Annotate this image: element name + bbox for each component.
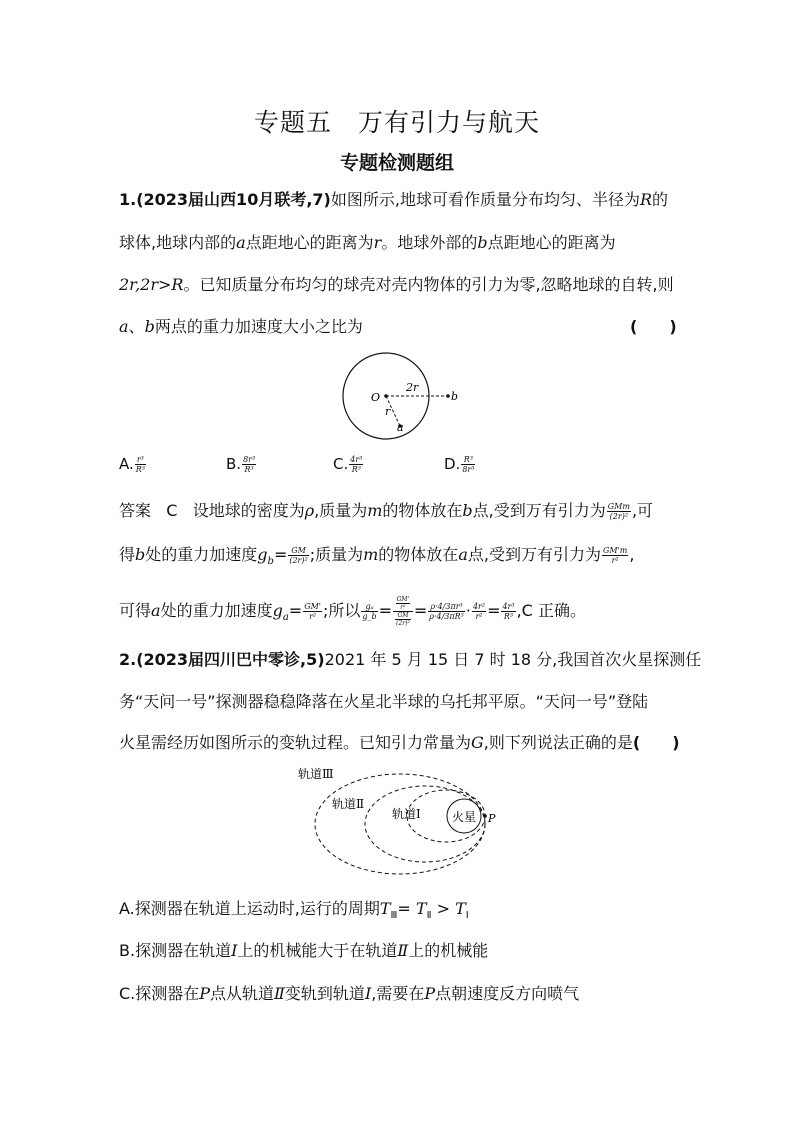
sol-g-sub: a xyxy=(282,612,289,624)
fraction-numerator: 4r³ xyxy=(350,455,363,464)
sol-text: 的物体放在 xyxy=(378,545,459,564)
sol-b: b xyxy=(135,545,146,564)
sol-eq: = xyxy=(273,545,288,564)
fraction-denominator: (2r)² xyxy=(396,620,410,627)
label-r: r xyxy=(385,405,391,418)
q2-option-c[interactable] xyxy=(119,984,579,1004)
q1-stem-1b: 的 xyxy=(652,190,669,209)
q1-stem-4b: 、 xyxy=(128,317,145,336)
q1-stem-4c: b xyxy=(144,317,155,336)
option-text: 变轨到轨道 xyxy=(284,984,365,1003)
fraction-numerator: GM xyxy=(395,612,411,620)
sol-b: b xyxy=(462,501,473,520)
q1-stem-3a: 2r,2r>R xyxy=(119,275,184,294)
sol-g-sub: b xyxy=(267,556,274,568)
section-subtitle: 专题检测题组 xyxy=(339,152,454,174)
fraction-denominator: r² xyxy=(400,604,406,611)
q2-orbit-figure xyxy=(290,762,510,882)
label-b: b xyxy=(451,390,459,403)
option-text: 点从轨道 xyxy=(210,984,275,1003)
q2-stem-3b: ,则下列说法正确的是 xyxy=(483,733,633,752)
q1-stem-2a: 球体,地球内部的 xyxy=(119,233,237,252)
period-sub: Ⅲ xyxy=(390,910,398,922)
point-P: P xyxy=(424,984,436,1003)
q1-stem-2d: 点距地心的距离为 xyxy=(487,233,616,252)
q1-line-4 xyxy=(119,317,363,337)
ratio-fraction xyxy=(361,602,377,621)
fraction-numerator: R³ xyxy=(461,455,475,465)
page-title: 专题五 万有引力与航天 xyxy=(253,108,540,137)
q1-stem-2b: 点距地心的距离为 xyxy=(245,233,374,252)
option-label: A. xyxy=(119,455,134,473)
q1-solution-line-3 xyxy=(119,596,586,628)
q1-line-1 xyxy=(119,190,668,210)
q2-line-2: 务“天问一号”探测器稳稳降落在火星北半球的乌托邦平原。“天问一号”登陆 xyxy=(119,692,649,711)
sol-text: 的物体放在 xyxy=(382,501,463,520)
fraction-denominator: (2r)² xyxy=(289,556,308,565)
fraction-denominator: r² xyxy=(611,556,619,565)
label-mars: 火星 xyxy=(452,810,477,824)
q1-stem-4d: 两点的重力加速度大小之比为 xyxy=(154,317,363,336)
sol-text: ,可 xyxy=(631,501,654,520)
q1-stem-1: 如图所示,地球可看作质量分布均匀、半径为 xyxy=(330,190,640,209)
option-eq: = xyxy=(397,899,416,918)
sol-text: , xyxy=(629,545,635,564)
fraction-numerator: ρ·4/3πr³ xyxy=(428,602,465,612)
option-text: B.探测器在轨道 xyxy=(119,941,232,960)
answer-value: C xyxy=(166,501,178,520)
orbit-num: Ⅱ xyxy=(274,984,285,1003)
q1-r: r xyxy=(373,233,382,252)
option-text: 点朝速度反方向喷气 xyxy=(435,984,580,1003)
sol-g: g xyxy=(257,545,268,564)
q1-stem-4a: a xyxy=(119,317,129,336)
fraction-denominator: ρ·4/3πR³ xyxy=(429,612,464,621)
label-orbit-2: 轨道Ⅱ xyxy=(332,797,365,811)
sol-g: g xyxy=(272,601,283,620)
q1-option-b[interactable] xyxy=(226,455,257,474)
q1-answer-paren: ( ) xyxy=(630,317,677,336)
q2-answer-paren: ( ) xyxy=(632,733,680,752)
fraction-numerator: GMm xyxy=(607,502,630,511)
q1-stem-2c: 。地球外部的 xyxy=(381,233,478,252)
sol-eq: = xyxy=(378,601,393,620)
option-text: 上的机械能 xyxy=(408,941,489,960)
fraction-numerator: gₐ xyxy=(361,602,377,612)
fraction-numerator: 4r² xyxy=(472,602,486,611)
period-T: T xyxy=(415,899,427,918)
fraction-denominator xyxy=(393,612,413,627)
option-fraction xyxy=(349,455,363,474)
sol-eq: = xyxy=(487,601,501,620)
density-fraction xyxy=(428,602,465,621)
accel-fraction-b xyxy=(288,546,308,565)
q2-stem-3a: 火星需经历如图所示的变轨过程。已知引力常量为 xyxy=(119,733,472,752)
fraction-denominator: R³ xyxy=(244,465,254,474)
option-label: C. xyxy=(333,455,349,473)
sol-text: 处的重力加速度 xyxy=(145,545,258,564)
square-fraction xyxy=(472,602,486,621)
q1-earth-figure xyxy=(330,345,470,445)
point-P: P xyxy=(199,984,211,1003)
option-text: ,需要在 xyxy=(371,984,425,1003)
sol-a: a xyxy=(151,601,161,620)
q2-option-b[interactable] xyxy=(119,941,488,961)
q2-line-3 xyxy=(119,733,680,753)
fraction-numerator: r³ xyxy=(135,455,146,465)
option-label: B. xyxy=(226,455,242,473)
q1-stem-3b: 。已知质量分布均匀的球壳对壳内物体的引力为零,忽略地球的自转,则 xyxy=(183,275,674,294)
label-orbit-1: 轨道Ⅰ xyxy=(392,807,421,821)
sol-text: 点,受到万有引力为 xyxy=(467,545,601,564)
q1-a: a xyxy=(236,233,246,252)
option-text: 上的机械能大于在轨道 xyxy=(237,941,398,960)
option-fraction xyxy=(242,455,256,474)
period-T: T xyxy=(455,899,466,918)
force-fraction-2 xyxy=(602,546,628,565)
q1-solution-line-1 xyxy=(119,501,653,521)
sol-m: m xyxy=(367,501,383,520)
q2-line-1 xyxy=(119,650,701,670)
option-fraction xyxy=(135,455,146,474)
sol-a: a xyxy=(458,545,468,564)
orbit-num: Ⅱ xyxy=(397,941,409,960)
period-sub: Ⅰ xyxy=(465,910,469,922)
q1-line-2 xyxy=(119,233,616,253)
force-fraction-1 xyxy=(607,502,631,521)
sol-text: 点,受到万有引力为 xyxy=(472,501,606,520)
fraction-numerator: GM'm xyxy=(602,546,628,555)
q2-option-a[interactable] xyxy=(119,899,469,926)
sol-text: ,质量为 xyxy=(314,501,368,520)
fraction-denominator: (2r)² xyxy=(609,512,629,521)
period-T: T xyxy=(379,899,391,918)
answer-label: 答案 xyxy=(119,501,152,520)
q2-G: G xyxy=(471,733,484,752)
q1-R: R xyxy=(639,190,652,209)
fraction-denominator: r² xyxy=(475,612,483,621)
fraction-numerator: GM' xyxy=(396,596,410,603)
sol-eq: = xyxy=(413,601,428,620)
sol-text: 得 xyxy=(119,545,136,564)
orbit-num: Ⅰ xyxy=(364,984,372,1003)
sol-text: ;所以 xyxy=(322,601,361,620)
fraction-numerator: GM' xyxy=(304,602,321,611)
sol-text: ;质量为 xyxy=(309,545,364,564)
option-label: D. xyxy=(444,455,461,473)
sol-text: 可得 xyxy=(119,601,152,620)
q1-label: 1.(2023届山西10月联考,7) xyxy=(119,190,331,209)
orbit-num: Ⅰ xyxy=(231,941,238,960)
q1-option-a[interactable] xyxy=(119,455,147,474)
q1-b: b xyxy=(477,233,488,252)
point-b-dot xyxy=(446,394,450,398)
sol-dot: · xyxy=(465,601,471,620)
label-orbit-3: 轨道Ⅲ xyxy=(298,767,334,781)
fraction-numerator: 4r³ xyxy=(502,602,515,611)
accel-fraction-a xyxy=(303,602,322,621)
sol-m: m xyxy=(363,545,379,564)
option-text: C.探测器在 xyxy=(119,984,200,1003)
q1-option-d[interactable] xyxy=(444,455,476,474)
q1-option-c[interactable] xyxy=(333,455,364,474)
fraction-numerator: 8r³ xyxy=(243,455,256,464)
period-sub: Ⅱ xyxy=(426,910,432,922)
inner-fraction xyxy=(395,612,411,627)
label-O: O xyxy=(371,391,381,404)
sol-text: 设地球的密度为 xyxy=(192,501,305,520)
option-fraction xyxy=(461,455,475,474)
q1-solution-line-2 xyxy=(119,545,634,572)
option-gt: > xyxy=(431,899,456,918)
fraction-numerator xyxy=(393,596,413,612)
fraction-denominator: 8r³ xyxy=(462,465,475,474)
q1-line-3 xyxy=(119,275,674,295)
sol-text: 处的重力加速度 xyxy=(160,601,273,620)
sol-text: ,C 正确。 xyxy=(516,601,586,620)
inner-fraction xyxy=(396,596,411,611)
label-a: a xyxy=(397,421,404,434)
option-text: A.探测器在轨道上运动时,运行的周期 xyxy=(119,899,380,918)
compound-fraction xyxy=(393,596,413,627)
fraction-denominator: R³ xyxy=(503,612,514,621)
label-2r: 2r xyxy=(406,381,419,394)
fraction-denominator: R³ xyxy=(351,465,361,474)
q2-label: 2.(2023届四川巴中零诊,5) xyxy=(119,650,325,669)
result-fraction xyxy=(501,602,515,621)
q2-stem-1: 2021 年 5 月 15 日 7 时 18 分,我国首次火星探测任 xyxy=(324,650,702,669)
fraction-numerator: GM xyxy=(288,546,308,556)
fraction-denominator: g_b xyxy=(362,612,377,621)
sol-rho: ρ xyxy=(304,501,315,520)
sol-eq: = xyxy=(288,601,303,620)
fraction-denominator: r² xyxy=(309,612,317,621)
label-P: P xyxy=(488,812,496,825)
point-P-dot xyxy=(483,814,487,818)
fraction-denominator: R³ xyxy=(135,465,145,474)
